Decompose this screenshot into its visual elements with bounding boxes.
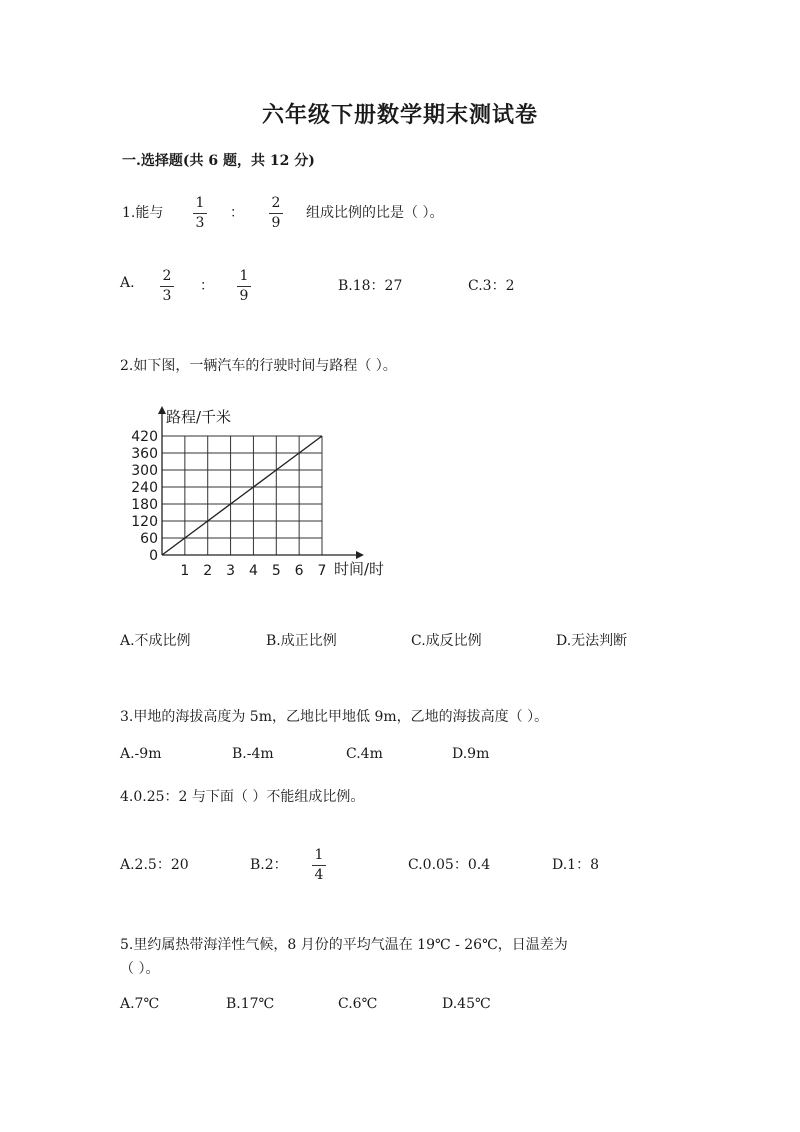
q1-suffix: 组成比例的比是（ ）。 [306,205,444,221]
q4-option-a: A.2.5：20 [120,857,189,873]
x-tick-label: 6 [294,563,304,579]
q4-option-c: C.0.05：0.4 [408,857,491,873]
y-tick-label: 360 [131,446,158,462]
q4-optb-frac-den: 4 [314,867,324,883]
x-tick-label: 1 [180,563,190,579]
q1-option-a-fraction-1 [160,268,174,305]
x-axis-arrow [356,551,364,559]
y-tick-label: 300 [131,463,158,479]
q1-option-b: B.18：27 [338,278,403,294]
q1-frac1-den: 3 [195,215,205,231]
q1-opta-frac2-den: 9 [239,288,249,304]
chart-series [162,436,322,555]
q3-option-b: B.-4m [232,746,274,762]
section-heading: 一.选择题(共 6 题，共 12 分) [122,153,315,169]
q3-text: 3.甲地的海拔高度为 5m，乙地比甲地低 9m，乙地的海拔高度（ ）。 [120,709,549,725]
q1-frac2-num: 2 [271,195,281,211]
x-tick-label: 4 [248,563,258,579]
chart-y-axis-label: 路程/千米 [166,408,232,426]
q1-opta-frac1-num: 2 [162,268,172,284]
q4-text: 4.0.25：2 与下面（ ）不能组成比例。 [120,789,365,805]
q3-option-a: A.-9m [120,746,162,762]
q5-option-c: C.6℃ [338,996,378,1012]
series-line [162,436,322,555]
q5-option-a: A.7℃ [120,996,160,1012]
q1-frac1-num: 1 [195,195,205,211]
q4-option-b-label: B.2： [250,857,288,873]
q5-option-d: D.45℃ [442,996,491,1012]
q3-option-c: C.4m [346,746,383,762]
q1-colon: ： [230,205,244,221]
q2-option-a: A.不成比例 [120,633,191,649]
q1-opta-frac1-den: 3 [162,288,172,304]
q1-frac2-den: 9 [271,215,281,231]
q1-opta-frac2-num: 1 [239,268,249,284]
q2-text: 2.如下图，一辆汽车的行驶时间与路程（ ）。 [120,358,397,374]
chart-axes [158,406,364,559]
y-tick-label: 240 [131,480,158,496]
y-tick-label: 60 [140,531,158,547]
q5-option-b: B.17℃ [226,996,275,1012]
q2-option-b: B.成正比例 [266,633,337,649]
q5-text-line-1: 5.里约属热带海洋性气候，8 月份的平均气温在 19℃ - 26℃，日温差为 [120,937,568,953]
q1-option-a-fraction-2 [237,268,251,305]
q4-optb-frac-num: 1 [314,847,324,863]
q2-option-c: C.成反比例 [411,633,482,649]
x-tick-label: 3 [226,563,236,579]
q1-fraction-1 [193,195,207,232]
q1-option-c: C.3：2 [468,278,515,294]
y-tick-label: 0 [149,548,158,564]
q1-prefix: 1.能与 [122,205,164,221]
q1-option-a-colon: ： [200,278,214,294]
chart-x-axis-label: 时间/时 [334,560,385,578]
y-tick-label: 420 [131,429,158,445]
q2-option-d: D.无法判断 [556,633,628,649]
x-tick-label: 2 [203,563,213,579]
distance-time-chart [118,402,408,587]
y-axis-arrow [158,406,166,414]
y-tick-label: 180 [131,497,158,513]
q1-option-a-label: A. [120,275,135,291]
q5-text-line-2: （ ）。 [120,961,160,977]
q4-option-b-fraction [312,847,326,884]
y-tick-label: 120 [131,514,158,530]
q3-option-d: D.9m [452,746,490,762]
x-tick-label: 5 [271,563,281,579]
x-tick-label: 7 [317,563,327,579]
q4-option-d: D.1：8 [552,857,599,873]
page-title: 六年级下册数学期末测试卷 [261,102,538,128]
q1-fraction-2 [269,195,283,232]
